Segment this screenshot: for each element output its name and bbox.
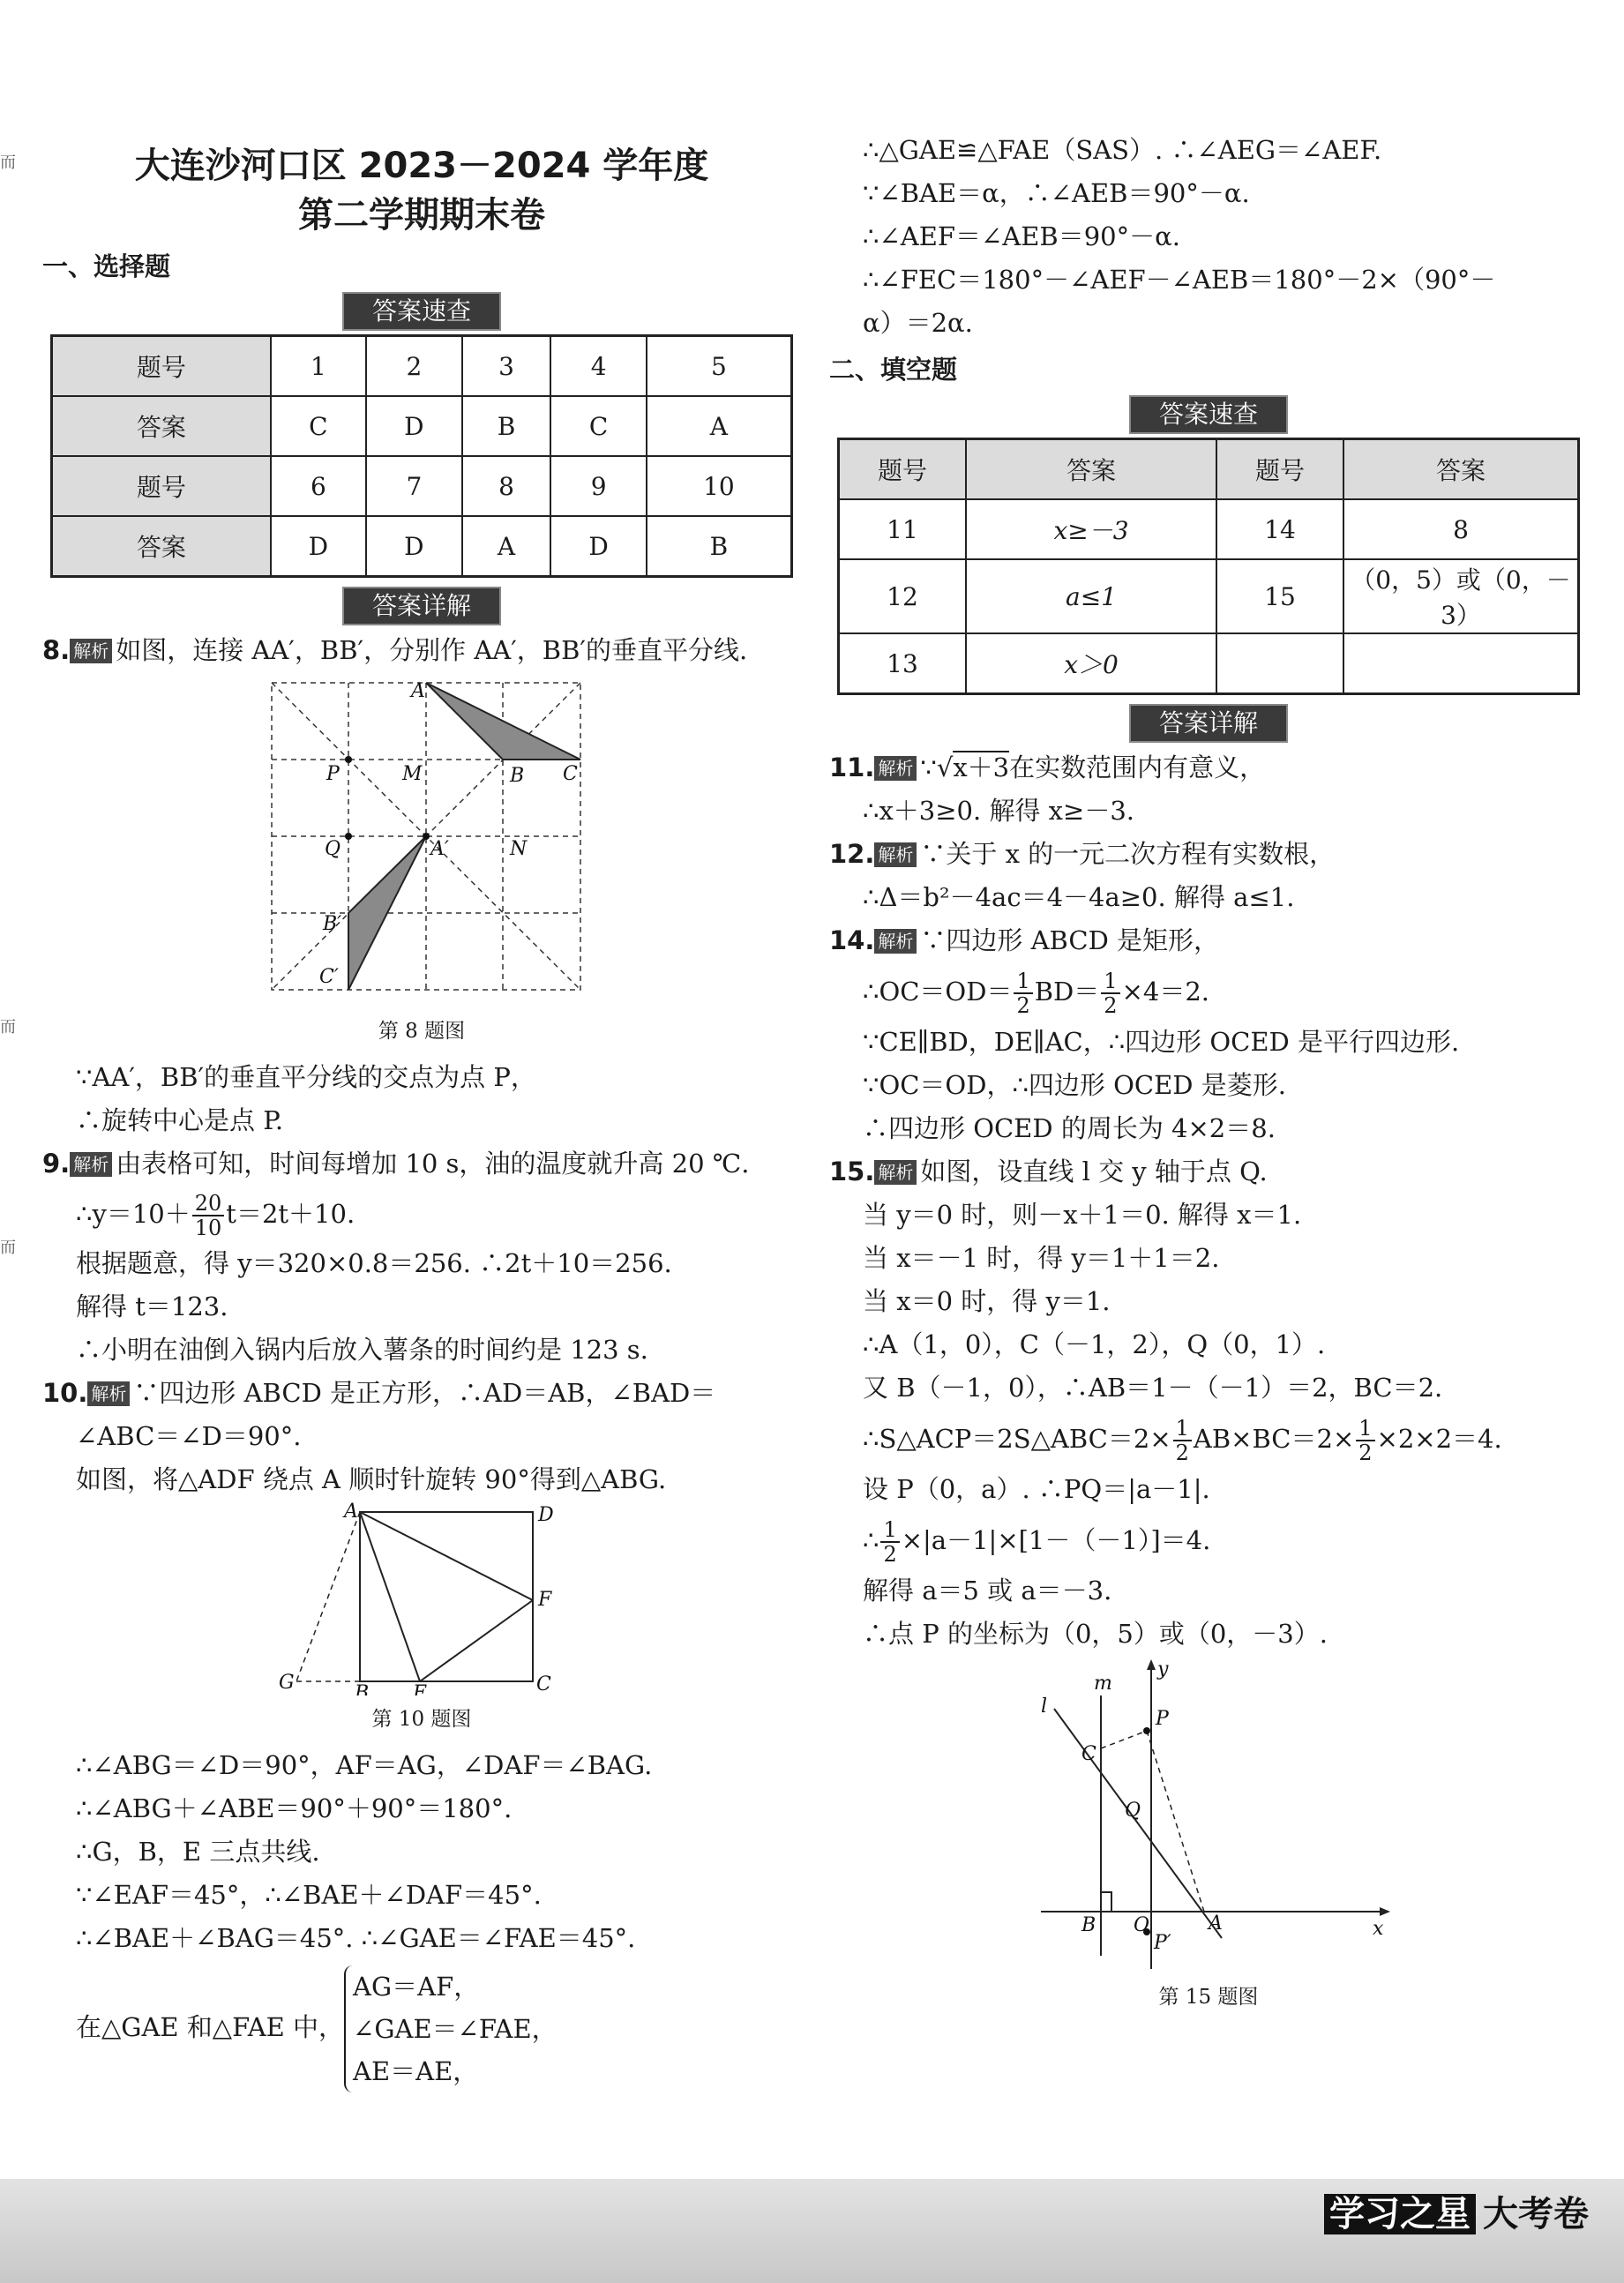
table-cell: 8 — [462, 456, 551, 516]
q12-text: ∵关于 x 的一元二次方程有实数根， — [920, 839, 1336, 869]
label-a: A — [1209, 1912, 1223, 1935]
table-cell: 3 — [462, 336, 551, 397]
label-n: N — [510, 838, 528, 860]
choice-answer-table — [50, 334, 793, 578]
q14-text: BD＝ — [1034, 977, 1100, 1007]
q9-line: 解得 t＝123. — [76, 1291, 228, 1321]
q10-line: ∵∠BAE＝α，∴∠AEB＝90°－α. — [863, 178, 1250, 208]
table-cell: 1 — [271, 336, 366, 397]
q15-text: 如图，设直线 l 交 y 轴于点 Q. — [920, 1156, 1268, 1186]
q9-line — [42, 1186, 801, 1242]
brand-logo — [1324, 2186, 1589, 2236]
question-number: 11. — [829, 752, 875, 782]
section-heading-choice: 一、选择题 — [42, 251, 171, 281]
equation-system — [344, 1965, 558, 2092]
analysis-tag: 解析 — [874, 929, 917, 954]
edge-mark: 而 — [0, 1018, 16, 1037]
q8-figure — [42, 672, 801, 1011]
fraction — [1356, 1417, 1374, 1464]
q10-line: ∠ABC＝∠D＝90°. — [76, 1421, 302, 1451]
table-cell: D — [271, 516, 366, 577]
q8-line: ∴旋转中心是点 P. — [76, 1105, 284, 1135]
fraction-numerator: 1 — [880, 1518, 899, 1543]
q10-line — [42, 1965, 801, 2092]
fraction-numerator: 1 — [1356, 1417, 1374, 1441]
fraction-denominator: 10 — [194, 1216, 222, 1240]
figure-caption: 第 8 题图 — [378, 1020, 466, 1043]
q15-text: ∴S△ACP＝2S△ABC＝2× — [863, 1424, 1171, 1454]
table-cell: B — [462, 396, 551, 456]
fraction-denominator: 2 — [1104, 993, 1118, 1018]
label-m: m — [1094, 1673, 1112, 1695]
fraction-denominator: 2 — [883, 1542, 897, 1567]
square-rotation-diagram — [263, 1501, 580, 1695]
q14-line — [829, 962, 1588, 1021]
fraction-numerator: 1 — [1101, 969, 1119, 994]
table-cell — [1216, 633, 1343, 694]
label-c: C — [536, 1673, 551, 1695]
q15-line: 又 B（－1，0），∴AB＝1－（－1）＝2，BC＝2. — [863, 1373, 1443, 1403]
analysis-tag: 解析 — [874, 842, 917, 867]
brand-logo-box: 学习之星 — [1324, 2194, 1476, 2234]
analysis-tag: 解析 — [70, 639, 112, 663]
label-e: E — [413, 1682, 428, 1695]
q15-line: 当 y＝0 时，则－x＋1＝0. 解得 x＝1. — [863, 1200, 1302, 1230]
sqrt-radicand: x＋3 — [953, 752, 1010, 782]
table-row — [839, 633, 1579, 694]
label-d: D — [538, 1504, 554, 1526]
table-row — [839, 499, 1579, 559]
label-x: x — [1373, 1918, 1384, 1940]
q15-line — [829, 1150, 1588, 1194]
table-header: 答案 — [1343, 439, 1579, 500]
fraction-denominator: 2 — [1358, 1441, 1373, 1465]
table-cell: 答案 — [52, 516, 271, 577]
table-cell: D — [366, 516, 461, 577]
label-b: B — [510, 765, 525, 787]
right-column — [829, 135, 1588, 2022]
q10-line: ∴∠ABG＋∠ABE＝90°＋90°＝180°. — [76, 1793, 513, 1823]
q10-text: 在△GAE 和△FAE 中， — [76, 2012, 345, 2042]
q14-line: ∵CE∥BD，DE∥AC，∴四边形 OCED 是平行四边形. — [863, 1027, 1460, 1057]
q9-line — [42, 1142, 801, 1186]
fraction-numerator: 1 — [1014, 969, 1032, 994]
section-heading-fill: 二、填空题 — [829, 355, 958, 385]
label-y: y — [1157, 1658, 1169, 1680]
table-header: 题号 — [839, 439, 967, 500]
q12-line — [829, 833, 1588, 876]
table-cell: B — [647, 516, 792, 577]
fraction — [1101, 969, 1119, 1017]
q14-text: ∴OC＝OD＝ — [863, 977, 1013, 1007]
system-line: ∠GAE＝∠FAE， — [353, 2014, 558, 2044]
table-row — [52, 456, 792, 516]
q15-line — [829, 1410, 1588, 1468]
q10-line: 如图，将△ADF 绕点 A 顺时针旋转 90°得到△ABG. — [76, 1464, 667, 1494]
figure-caption: 第 15 题图 — [1158, 1986, 1259, 2009]
table-header: 答案 — [966, 439, 1216, 500]
grid-rotation-diagram — [254, 672, 589, 1007]
table-cell: 11 — [839, 499, 967, 559]
q10-line: ∴∠BAE＋∠BAG＝45°. ∴∠GAE＝∠FAE＝45°. — [76, 1923, 636, 1953]
table-cell: 答案 — [52, 396, 271, 456]
table-cell: C — [550, 396, 646, 456]
label-q: Q — [325, 838, 341, 860]
brand-logo-text: 大考卷 — [1483, 2194, 1589, 2234]
q15-line: 解得 a＝5 或 a＝－3. — [863, 1576, 1112, 1606]
q14-line: ∵OC＝OD，∴四边形 OCED 是菱形. — [863, 1070, 1286, 1100]
table-row — [839, 439, 1579, 500]
q8-text: 如图，连接 AA′，BB′，分别作 AA′，BB′的垂直平分线. — [116, 635, 748, 665]
system-line: AG＝AF， — [353, 1972, 480, 2002]
q10-line: ∴∠ABG＝∠D＝90°，AF＝AG，∠DAF＝∠BAG. — [76, 1750, 653, 1780]
q10-text: ∵四边形 ABCD 是正方形，∴AD＝AB，∠BAD＝ — [133, 1378, 716, 1408]
table-row — [52, 396, 792, 456]
label-q: Q — [1125, 1800, 1141, 1822]
question-number: 10. — [42, 1378, 88, 1408]
analysis-tag: 解析 — [87, 1381, 130, 1406]
label-p-prime: P′ — [1154, 1932, 1171, 1954]
q9-text: 由表格可知，时间每增加 10 s，油的温度就升高 20 ℃. — [116, 1149, 750, 1179]
edge-mark: 而 — [0, 1239, 16, 1257]
analysis-tag: 解析 — [70, 1152, 112, 1177]
table-cell: A — [462, 516, 551, 577]
sqrt-sign: √ — [936, 752, 954, 782]
label-c-prime: C′ — [319, 966, 339, 988]
table-row — [52, 336, 792, 397]
table-cell: D — [550, 516, 646, 577]
table-cell: 12 — [839, 559, 967, 633]
fraction — [1014, 969, 1032, 1017]
table-cell: 13 — [839, 633, 967, 694]
label-f: F — [538, 1589, 552, 1611]
table-cell: 9 — [550, 456, 646, 516]
table-cell: a≤1 — [966, 559, 1216, 633]
question-number: 15. — [829, 1156, 875, 1186]
q15-line: 当 x＝0 时，得 y＝1. — [863, 1286, 1111, 1316]
q14-line: ∴四边形 OCED 的周长为 4×2＝8. — [863, 1113, 1276, 1143]
table-cell: 6 — [271, 456, 366, 516]
banner-quick-answers: 答案速查 — [1129, 395, 1288, 434]
label-p: P — [326, 763, 340, 785]
label-c: C — [1081, 1743, 1096, 1765]
q9-line: ∴小明在油倒入锅内后放入薯条的时间约是 123 s. — [76, 1335, 648, 1365]
q14-text: ×4＝2. — [1121, 977, 1209, 1007]
fill-answer-table — [837, 438, 1580, 695]
banner-detailed-answers: 答案详解 — [1129, 704, 1288, 743]
q15-line — [829, 1511, 1588, 1569]
q10-figure — [42, 1501, 801, 1699]
label-o: O — [1134, 1914, 1150, 1936]
fraction-numerator: 1 — [1173, 1417, 1192, 1441]
table-cell: C — [271, 396, 366, 456]
fraction-denominator: 2 — [1175, 1441, 1189, 1465]
fraction — [880, 1518, 899, 1566]
q15-text: ×2×2＝4. — [1376, 1424, 1502, 1454]
coordinate-diagram — [1023, 1656, 1394, 1973]
table-cell: 7 — [366, 456, 461, 516]
fraction — [192, 1192, 225, 1239]
q15-text: ×|a－1|×[1－（－1）]＝4. — [901, 1525, 1211, 1555]
question-number: 14. — [829, 925, 875, 955]
page-title: 大连沙河口区 2023－2024 学年度 — [134, 146, 709, 186]
edge-mark: 而 — [0, 153, 16, 172]
table-cell — [1343, 633, 1579, 694]
banner-detailed-answers: 答案详解 — [342, 587, 501, 625]
label-b: B — [355, 1682, 370, 1695]
table-cell: D — [366, 396, 461, 456]
q15-text: AB×BC＝2× — [1193, 1424, 1355, 1454]
label-a-prime: A′ — [430, 838, 449, 860]
q10-line: ∵∠EAF＝45°，∴∠BAE＋∠DAF＝45°. — [76, 1880, 542, 1910]
label-a: A — [411, 680, 425, 702]
label-l: l — [1041, 1695, 1048, 1718]
q11-line: ∴x＋3≥0. 解得 x≥－3. — [863, 796, 1134, 826]
table-row — [839, 559, 1579, 633]
table-cell: x≥－3 — [966, 499, 1216, 559]
q8-line — [42, 629, 801, 672]
q15-line: 设 P（0，a）. ∴PQ＝|a－1|. — [863, 1474, 1210, 1504]
q10-line — [42, 1372, 801, 1415]
q15-line: 当 x＝－1 时，得 y＝1＋1＝2. — [863, 1243, 1220, 1273]
table-cell: 2 — [366, 336, 461, 397]
table-header: 题号 — [1216, 439, 1343, 500]
table-cell: 4 — [550, 336, 646, 397]
q10-line: α）＝2α. — [863, 308, 973, 338]
q15-line: ∴点 P 的坐标为（0，5）或（0，－3）. — [863, 1619, 1328, 1649]
fraction — [1173, 1417, 1192, 1464]
table-cell: （0，5）或（0，－3） — [1343, 559, 1579, 633]
table-cell: 14 — [1216, 499, 1343, 559]
q9-text: ∴y＝10＋ — [76, 1199, 191, 1229]
table-cell: 15 — [1216, 559, 1343, 633]
label-c: C — [563, 763, 578, 785]
analysis-tag: 解析 — [874, 1160, 917, 1185]
table-cell: 5 — [647, 336, 792, 397]
label-a: A — [344, 1501, 358, 1523]
q11-text: 在实数范围内有意义， — [1009, 752, 1266, 782]
table-cell: 题号 — [52, 456, 271, 516]
label-b-prime: B′ — [323, 913, 342, 935]
banner-quick-answers: 答案速查 — [342, 292, 501, 331]
table-cell: 8 — [1343, 499, 1579, 559]
figure-caption: 第 10 题图 — [371, 1708, 472, 1731]
system-line: AE＝AE， — [353, 2056, 479, 2086]
q10-line: ∴∠FEC＝180°－∠AEF－∠AEB＝180°－2×（90°－ — [863, 265, 1496, 295]
q10-line: ∴∠AEF＝∠AEB＝90°－α. — [863, 221, 1180, 251]
q12-line: ∴Δ＝b²－4ac＝4－4a≥0. 解得 a≤1. — [863, 882, 1295, 912]
fraction-numerator: 20 — [192, 1192, 225, 1216]
table-cell: A — [647, 396, 792, 456]
label-g: G — [279, 1672, 295, 1694]
label-m: M — [402, 763, 423, 785]
table-cell: x＞0 — [966, 633, 1216, 694]
label-p: P — [1156, 1708, 1169, 1730]
analysis-tag: 解析 — [874, 756, 917, 781]
q9-text: t＝2t＋10. — [226, 1199, 355, 1229]
q9-line: 根据题意，得 y＝320×0.8＝256. ∴2t＋10＝256. — [76, 1248, 672, 1278]
triangle-a2b2c2 — [348, 836, 426, 990]
q15-text: ∴ — [863, 1525, 879, 1555]
question-number: 12. — [829, 839, 875, 869]
q10-line: ∴G，B，E 三点共线. — [76, 1837, 320, 1867]
q14-line — [829, 919, 1588, 962]
q15-figure — [829, 1656, 1588, 1977]
left-column — [42, 141, 801, 2092]
q11-text: ∵ — [920, 752, 937, 782]
table-row — [52, 516, 792, 577]
q10-line: ∴△GAE≌△FAE（SAS）. ∴∠AEG＝∠AEF. — [863, 135, 1382, 165]
question-number: 9. — [42, 1149, 71, 1179]
q8-line: ∵AA′，BB′的垂直平分线的交点为点 P， — [76, 1062, 536, 1092]
page-subtitle: 第二学期期末卷 — [298, 195, 545, 236]
table-cell: 题号 — [52, 336, 271, 397]
q11-line — [829, 746, 1588, 790]
q14-text: ∵四边形 ABCD 是矩形， — [920, 925, 1220, 955]
label-b: B — [1081, 1914, 1096, 1936]
fraction-denominator: 2 — [1016, 993, 1030, 1018]
question-number: 8. — [42, 635, 71, 665]
q15-line: ∴A（1，0），C（－1，2），Q（0，1）. — [863, 1329, 1326, 1359]
table-cell: 10 — [647, 456, 792, 516]
